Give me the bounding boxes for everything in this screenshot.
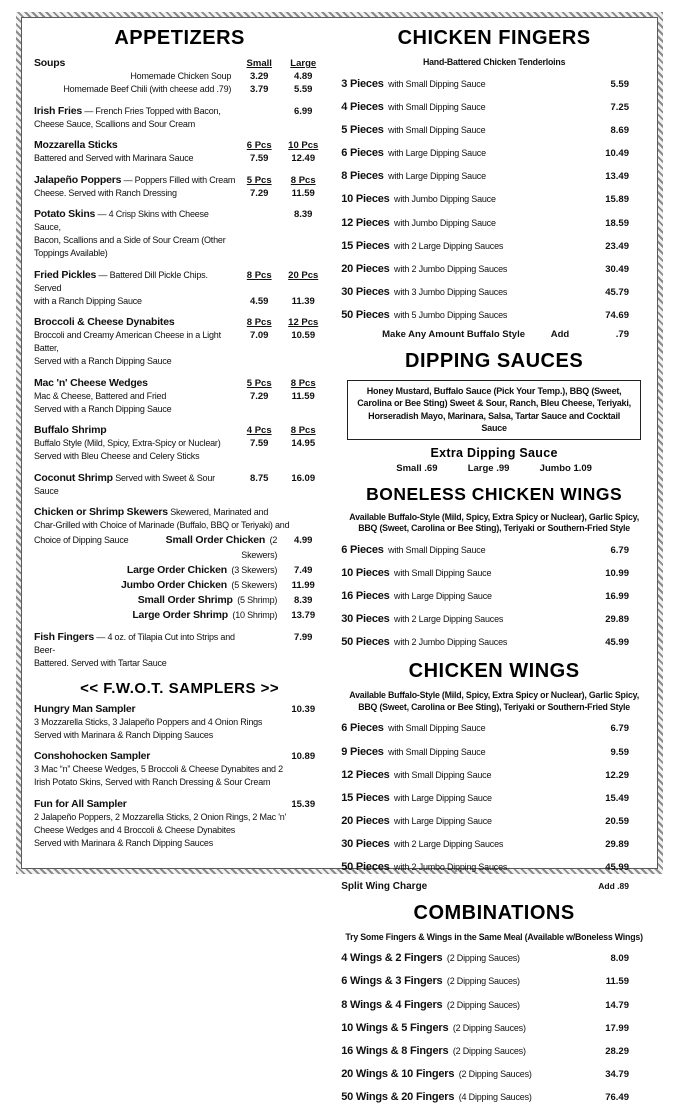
row-desc: with 2 Large Dipping Sauces bbox=[394, 240, 504, 251]
row-qty: 8 Pieces bbox=[341, 170, 384, 183]
item-desc-row bbox=[34, 437, 325, 450]
row-qty: 20 Pieces bbox=[341, 263, 390, 275]
row-desc: with Jumbo Dipping Sauce bbox=[394, 217, 496, 228]
menu-row bbox=[341, 788, 647, 806]
order-price: 7.49 bbox=[293, 565, 313, 576]
sampler-desc-line: Cheese Wedges and 4 Broccoli & Cheese Dynabites bbox=[34, 824, 236, 835]
menu-row bbox=[341, 540, 647, 558]
boneless-wings-rows bbox=[341, 540, 647, 651]
price-col-1: 4 Pcs bbox=[246, 425, 272, 436]
price-col-2: 20 Pcs bbox=[288, 269, 319, 281]
price-2: 12.49 bbox=[291, 153, 316, 164]
row-desc: with Large Dipping Sauce bbox=[388, 148, 486, 159]
order-name: Jumbo Order Chicken bbox=[121, 579, 227, 591]
menu-row bbox=[341, 811, 647, 829]
soup-row bbox=[34, 70, 325, 83]
section-title-boneless-wings: BONELESS CHICKEN WINGS bbox=[366, 483, 623, 504]
price-col-1: 5 Pcs bbox=[246, 377, 272, 389]
order-name: Large Order Chicken bbox=[126, 564, 227, 576]
row-price: 20.59 bbox=[605, 816, 629, 828]
row-qty: 20 Pieces bbox=[341, 815, 390, 828]
row-qty: 50 Pieces bbox=[341, 861, 390, 874]
chicken-wings-subtitle: Available Buffalo-Style (Mild, Spicy, Extra Spicy or Nuclear), Garlic Spicy, BBQ (Sweet, Carolina or Bee Sting), Teriyaki or Southern-Fried Style bbox=[349, 690, 639, 712]
menu-content bbox=[21, 17, 658, 1104]
price-2: 11.39 bbox=[291, 295, 315, 307]
row-qty: 10 Pieces bbox=[341, 193, 390, 206]
price-col-1: 5 Pcs bbox=[246, 174, 272, 186]
row-price: 11.59 bbox=[605, 976, 629, 988]
menu-row bbox=[341, 282, 647, 300]
row-qty: 10 Wings & 5 Fingers bbox=[341, 1021, 449, 1034]
skewer-order-row bbox=[34, 562, 325, 577]
row-qty: 12 Pieces bbox=[341, 216, 390, 229]
row-qty: 6 Pieces bbox=[341, 722, 384, 735]
price-col-2: 6.99 bbox=[293, 105, 313, 117]
right-column bbox=[341, 25, 647, 1104]
menu-row bbox=[341, 166, 647, 184]
menu-row bbox=[341, 213, 647, 231]
combinations-subtitle: Try Some Fingers & Wings in the Same Meal (Available w/Boneless Wings) bbox=[345, 931, 643, 942]
menu-row bbox=[341, 97, 647, 115]
sampler-item bbox=[34, 798, 325, 850]
menu-item bbox=[34, 139, 325, 165]
item-desc-cont: Served with a Ranch Dipping Sauce bbox=[34, 356, 172, 366]
sampler-desc bbox=[34, 763, 325, 789]
row-price: 45.99 bbox=[605, 637, 629, 649]
item-header-row bbox=[34, 377, 325, 390]
note-price: .79 bbox=[615, 328, 629, 340]
section-title-appetizers: APPETIZERS bbox=[114, 27, 245, 49]
item-header-row bbox=[34, 57, 325, 70]
item-inline-desc: — Poppers Filled with Cream bbox=[123, 174, 236, 185]
item-name: Potato Skins bbox=[34, 208, 96, 220]
row-desc: with 2 Jumbo Dipping Sauces bbox=[394, 637, 508, 648]
row-price: 74.69 bbox=[605, 310, 629, 322]
row-desc: with Small Dipping Sauce bbox=[388, 544, 486, 555]
row-price: 29.89 bbox=[605, 614, 629, 626]
row-desc: with 2 Large Dipping Sauces bbox=[394, 614, 504, 625]
section-title-chicken-fingers: CHICKEN FINGERS bbox=[397, 27, 591, 49]
row-desc: (2 Dipping Sauces) bbox=[446, 976, 520, 987]
item-desc-row-2 bbox=[34, 403, 325, 416]
row-qty: 20 Wings & 10 Fingers bbox=[341, 1068, 455, 1081]
row-price: 6.79 bbox=[610, 544, 629, 556]
soup-row bbox=[34, 83, 325, 96]
row-price: 15.89 bbox=[605, 194, 629, 206]
menu-row bbox=[341, 236, 647, 254]
menu-row bbox=[341, 971, 647, 989]
row-desc: (2 Dipping Sauces) bbox=[446, 953, 520, 964]
row-price: 28.29 bbox=[605, 1045, 629, 1057]
extra-sauce-price: Jumbo 1.09 bbox=[539, 462, 592, 474]
item-desc-cont: Served with Bleu Cheese and Celery Sticks bbox=[34, 451, 200, 461]
row-price: 10.49 bbox=[605, 148, 629, 160]
price-1: 7.59 bbox=[249, 438, 269, 449]
menu-row bbox=[341, 632, 647, 650]
sampler-name: Fun for All Sampler bbox=[34, 797, 127, 810]
price-col-2: 16.09 bbox=[291, 472, 316, 484]
price-large: 5.59 bbox=[293, 84, 313, 95]
price-col-2: 8 Pcs bbox=[290, 377, 316, 389]
row-price: 45.79 bbox=[605, 287, 629, 299]
skewer-order-row bbox=[34, 577, 325, 592]
row-price: 7.25 bbox=[610, 101, 629, 113]
row-price: 8.69 bbox=[610, 124, 629, 136]
row-desc: (2 Dipping Sauces) bbox=[452, 1022, 526, 1033]
row-desc: with Large Dipping Sauce bbox=[394, 816, 492, 827]
row-desc: with 2 Jumbo Dipping Sauces bbox=[394, 862, 508, 873]
row-price: 15.49 bbox=[605, 792, 629, 804]
menu-item bbox=[34, 316, 325, 368]
split-wing-charge-row bbox=[341, 881, 647, 892]
price-large: 4.89 bbox=[293, 71, 313, 82]
row-price: 18.59 bbox=[605, 217, 629, 229]
item-header-row bbox=[34, 208, 325, 234]
item-desc-cont: Served with a Ranch Dipping Sauce bbox=[34, 403, 172, 414]
dipping-sauces-list: Honey Mustard, Buffalo Sauce (Pick Your Temp.), BBQ (Sweet, Carolina or Bee Sting) Sweet & Sour, Ranch, Bleu Cheese, Teriyaki, Horseradish Mayo, Marinara, Salsa, Tartar Sauce and Cocktail Sauce bbox=[347, 380, 641, 440]
combinations-rows bbox=[341, 948, 647, 1105]
sampler-item bbox=[34, 750, 325, 789]
item-header-row bbox=[34, 472, 325, 498]
row-qty: 6 Pieces bbox=[341, 543, 384, 556]
split-wing-label: Split Wing Charge bbox=[341, 880, 428, 892]
section-title-chicken-wings: CHICKEN WINGS bbox=[408, 660, 580, 683]
item-header-row bbox=[34, 105, 325, 118]
sampler-desc bbox=[34, 811, 325, 850]
menu-item bbox=[34, 105, 325, 131]
item-name: Broccoli & Cheese Dynabites bbox=[34, 316, 175, 328]
sampler-desc-line: Irish Potato Skins, Served with Ranch Dressing & Sour Cream bbox=[34, 777, 271, 787]
row-desc: with Large Dipping Sauce bbox=[388, 171, 486, 182]
row-desc: with Large Dipping Sauce bbox=[394, 590, 492, 601]
row-price: 34.79 bbox=[605, 1069, 629, 1081]
skewer-order-row bbox=[34, 592, 325, 607]
row-price: 13.49 bbox=[605, 171, 629, 183]
row-qty: 10 Pieces bbox=[341, 566, 390, 579]
note-text: Make Any Amount Buffalo Style bbox=[382, 328, 525, 340]
item-desc-row bbox=[34, 390, 325, 403]
price-2: 10.59 bbox=[291, 330, 316, 341]
menu-row bbox=[341, 259, 647, 277]
menu-row bbox=[341, 948, 647, 966]
sampler-name: Conshohocken Sampler bbox=[34, 750, 151, 762]
skewer-order-row bbox=[34, 532, 325, 562]
chicken-fingers-rows bbox=[341, 74, 647, 324]
price-col-1: 8 Pcs bbox=[246, 269, 272, 281]
menu-item bbox=[34, 174, 325, 200]
chicken-wings-rows bbox=[341, 718, 647, 875]
sampler-item bbox=[34, 703, 325, 742]
row-qty: 4 Pieces bbox=[341, 100, 384, 113]
price-col-2: 8.39 bbox=[293, 209, 313, 220]
sampler-price: 10.39 bbox=[291, 703, 316, 715]
row-qty: 16 Wings & 8 Fingers bbox=[341, 1044, 449, 1057]
item-inline-desc: — French Fries Topped with Bacon, bbox=[84, 105, 221, 116]
row-desc: (2 Dipping Sauces) bbox=[446, 999, 520, 1010]
menu-row bbox=[341, 563, 647, 581]
menu-row bbox=[341, 586, 647, 604]
menu-row bbox=[341, 189, 647, 207]
menu-item bbox=[34, 208, 325, 260]
row-price: 8.09 bbox=[610, 953, 629, 965]
order-price: 4.99 bbox=[293, 535, 313, 546]
row-price: 17.99 bbox=[605, 1022, 629, 1034]
menu-item-skewers: Chicken or Shrimp Skewers Skewered, Marinated and Char-Grilled with Choice of Marinade (Buffalo, BBQ or Teriyaki) and Choice of Dipping Sauce Small Order Chicken (2 Skewers) 4.99 Large Order Chicken (3 Skewers) 7.49 Jumbo Order Chicken (5 Skewers) 11.99 Small Order Shrimp (5 Shrimp) 8.39 Large Order Shrimp (10 Shrimp) 13.79 bbox=[34, 506, 325, 622]
soup-label: Homemade Beef Chili (with cheese add .79) bbox=[63, 84, 232, 94]
sampler-price: 10.89 bbox=[291, 751, 316, 762]
sampler-desc-line: Served with Marinara & Ranch Dipping Sauces bbox=[34, 837, 213, 848]
price-2: 14.95 bbox=[291, 438, 316, 449]
price-small: 3.79 bbox=[249, 84, 269, 95]
skewers-desc: Char-Grilled with Choice of Marinade (Buffalo, BBQ or Teriyaki) and bbox=[34, 520, 290, 530]
price-col-2: 12 Pcs bbox=[288, 317, 319, 328]
boneless-wings-subtitle: Available Buffalo-Style (Mild, Spicy, Extra Spicy or Nuclear), Garlic Spicy, BBQ (Sweet, Carolina or Bee Sting), Teriyaki or Southern-Fried Style bbox=[349, 511, 639, 534]
row-price: 16.99 bbox=[605, 590, 629, 602]
item-desc-row-2 bbox=[34, 247, 325, 260]
row-desc: (4 Dipping Sauces) bbox=[458, 1092, 532, 1103]
item-name: Irish Fries bbox=[34, 104, 82, 117]
item-desc-row bbox=[34, 329, 325, 355]
row-qty: 50 Pieces bbox=[341, 309, 390, 322]
extra-sauce-prices bbox=[396, 463, 592, 474]
row-price: 10.99 bbox=[605, 567, 629, 579]
extra-sauce-price: Large .99 bbox=[467, 462, 510, 474]
row-qty: 12 Pieces bbox=[341, 768, 390, 781]
row-qty: 50 Pieces bbox=[341, 636, 390, 649]
row-desc: with 2 Jumbo Dipping Sauces bbox=[394, 264, 508, 274]
price-col-2: 8 Pcs bbox=[290, 425, 316, 436]
row-desc: (2 Dipping Sauces) bbox=[458, 1069, 532, 1080]
item-desc: Mac & Cheese, Battered and Fried bbox=[34, 390, 167, 401]
item-inline-desc: Served with Sweet & Sour Sauce bbox=[34, 472, 215, 496]
item-desc-row bbox=[34, 295, 325, 308]
price-1: 7.29 bbox=[249, 187, 269, 199]
row-desc: with Small Dipping Sauce bbox=[388, 101, 486, 112]
item-desc-cont: Toppings Available) bbox=[34, 248, 108, 258]
menu-row bbox=[341, 143, 647, 161]
order-name: Small Order Shrimp bbox=[137, 594, 233, 606]
menu-item bbox=[34, 377, 325, 416]
item-header-row bbox=[34, 316, 325, 329]
sampler-price: 15.39 bbox=[291, 798, 316, 810]
row-price: 45.99 bbox=[605, 862, 629, 874]
item-desc: Bacon, Scallions and a Side of Sour Cream (Other bbox=[34, 235, 226, 245]
row-desc: with Small Dipping Sauce bbox=[394, 769, 492, 780]
item-name: Mac 'n' Cheese Wedges bbox=[34, 376, 148, 389]
price-1: 7.09 bbox=[249, 330, 269, 341]
row-price: 9.59 bbox=[610, 746, 629, 758]
section-title-combinations: COMBINATIONS bbox=[413, 901, 575, 924]
price-1: 7.59 bbox=[249, 153, 269, 164]
item-desc: Cheese. Served with Ranch Dressing bbox=[34, 187, 177, 198]
menu-row bbox=[341, 1041, 647, 1059]
row-price: 76.49 bbox=[605, 1092, 629, 1104]
skewer-order-row bbox=[34, 607, 325, 622]
item-desc: Buffalo Style (Mild, Spicy, Extra-Spicy or Nuclear) bbox=[34, 438, 221, 448]
menu-item: Fish Fingers — 4 oz. of Tilapia Cut into Strips and Beer- 7.99 Battered. Served with Tartar Sauce bbox=[34, 630, 313, 668]
chicken-fingers-subtitle: Hand-Battered Chicken Tenderloins bbox=[422, 57, 566, 67]
item-inline-desc: — 4 Crisp Skins with Cheese Sauce, bbox=[34, 209, 209, 232]
extra-dipping-sauce-title: Extra Dipping Sauce bbox=[430, 445, 558, 460]
order-name: Large Order Shrimp bbox=[132, 609, 228, 621]
item-name: Jalapeño Poppers bbox=[34, 173, 122, 186]
order-name: Small Order Chicken bbox=[165, 534, 266, 546]
item-desc-row-2 bbox=[34, 355, 325, 368]
note-add-label: Add bbox=[550, 328, 570, 340]
row-desc: with 3 Jumbo Dipping Sauces bbox=[394, 287, 508, 298]
menu-item bbox=[34, 424, 325, 463]
price-1: 7.29 bbox=[249, 390, 269, 402]
row-desc: with Small Dipping Sauce bbox=[388, 78, 486, 89]
menu-row bbox=[341, 1087, 647, 1105]
left-column bbox=[34, 25, 325, 862]
sampler-desc bbox=[34, 716, 325, 742]
row-qty: 8 Wings & 4 Fingers bbox=[341, 998, 443, 1011]
row-desc: with Small Dipping Sauce bbox=[388, 723, 486, 734]
row-price: 29.89 bbox=[605, 839, 629, 851]
menu-row bbox=[341, 305, 647, 323]
price-col-2: 8 Pcs bbox=[290, 174, 316, 186]
price-col-2: 10 Pcs bbox=[288, 140, 319, 151]
extra-sauce-price: Small .69 bbox=[396, 462, 438, 474]
item-header-row bbox=[34, 269, 325, 295]
price-col-1: 8.75 bbox=[249, 472, 269, 484]
row-qty: 30 Pieces bbox=[341, 838, 390, 851]
item-desc: with a Ranch Dipping Sauce bbox=[34, 295, 142, 306]
menu-item bbox=[34, 269, 325, 308]
order-price: 13.79 bbox=[291, 610, 316, 621]
menu-row bbox=[341, 1018, 647, 1036]
row-qty: 16 Pieces bbox=[341, 589, 390, 602]
row-price: 30.49 bbox=[605, 264, 629, 275]
item-desc-row bbox=[34, 234, 325, 247]
price-col-header-1: Small bbox=[246, 58, 272, 69]
price-2: 11.59 bbox=[291, 187, 315, 199]
menu-row bbox=[341, 765, 647, 783]
order-qty: (5 Skewers) bbox=[231, 580, 278, 590]
order-prefix: Choice of Dipping Sauce bbox=[34, 535, 129, 545]
row-qty: 30 Pieces bbox=[341, 286, 390, 299]
order-qty: (3 Skewers) bbox=[231, 565, 278, 575]
sampler-name: Hungry Man Sampler bbox=[34, 702, 136, 715]
price-col-header-2: Large bbox=[290, 58, 317, 69]
price-2: 11.59 bbox=[291, 390, 315, 402]
item-name: Fish Fingers bbox=[34, 630, 95, 643]
price-col-1: 8 Pcs bbox=[246, 317, 272, 328]
row-qty: 6 Pieces bbox=[341, 147, 384, 160]
item-desc: Broccoli and Creamy American Cheese in a Light Batter, bbox=[34, 330, 221, 353]
item-name: Buffalo Shrimp bbox=[34, 424, 107, 436]
menu-row bbox=[341, 742, 647, 760]
soup-label: Homemade Chicken Soup bbox=[130, 71, 232, 81]
price-col-1: 6 Pcs bbox=[246, 140, 272, 151]
row-price: 5.59 bbox=[610, 78, 629, 90]
menu-row bbox=[341, 834, 647, 852]
menu-row bbox=[341, 74, 647, 92]
price-small: 3.29 bbox=[249, 71, 269, 82]
order-price: 11.99 bbox=[291, 580, 315, 591]
item-header-row bbox=[34, 424, 325, 437]
order-qty: (5 Shrimp) bbox=[237, 595, 278, 605]
row-price: 14.79 bbox=[605, 999, 629, 1011]
price-1: 4.59 bbox=[249, 295, 269, 307]
split-wing-price: Add .89 bbox=[598, 880, 629, 891]
row-desc: with Small Dipping Sauce bbox=[394, 567, 492, 578]
row-qty: 3 Pieces bbox=[341, 77, 384, 90]
item-desc: Cheese Sauce, Scallions and Sour Cream bbox=[34, 118, 195, 129]
menu-row bbox=[341, 120, 647, 138]
section-title-dipping-sauces: DIPPING SAUCES bbox=[405, 349, 584, 372]
appetizer-list-2 bbox=[34, 631, 325, 670]
row-qty: 15 Pieces bbox=[341, 791, 390, 804]
item-name: Coconut Shrimp bbox=[34, 471, 113, 484]
item-desc-row bbox=[34, 118, 325, 131]
row-desc: with Jumbo Dipping Sauce bbox=[394, 194, 496, 205]
row-price: 6.79 bbox=[610, 723, 629, 735]
item-inline-desc: — Battered Dill Pickle Chips. Served bbox=[34, 269, 208, 293]
item-name: Mozzarella Sticks bbox=[34, 139, 118, 151]
item-desc-row bbox=[34, 187, 325, 200]
row-qty: 5 Pieces bbox=[341, 123, 384, 136]
order-price: 8.39 bbox=[293, 595, 313, 606]
skewer-orders bbox=[34, 532, 325, 622]
sampler-list bbox=[34, 703, 325, 850]
row-qty: 30 Pieces bbox=[341, 613, 390, 626]
row-desc: with 5 Jumbo Dipping Sauces bbox=[394, 310, 508, 321]
item-desc-row bbox=[34, 152, 325, 165]
row-qty: 15 Pieces bbox=[341, 239, 390, 252]
menu-item bbox=[34, 472, 325, 498]
sampler-desc-line: 3 Mac “n” Cheese Wedges, 5 Broccoli & Cheese Dynabites and 2 bbox=[34, 764, 283, 774]
row-price: 23.49 bbox=[605, 240, 629, 252]
menu-row bbox=[341, 1064, 647, 1082]
item-name: Soups bbox=[34, 57, 66, 69]
menu-row bbox=[341, 718, 647, 736]
item-header-row bbox=[34, 174, 325, 187]
sampler-desc-line: 3 Mozzarella Sticks, 3 Jalapeño Poppers and 4 Onion Rings bbox=[34, 716, 263, 727]
item-name: Chicken or Shrimp Skewers bbox=[34, 506, 168, 518]
row-price: 12.29 bbox=[605, 769, 629, 781]
row-desc: with Small Dipping Sauce bbox=[388, 746, 486, 757]
row-qty: 6 Wings & 3 Fingers bbox=[341, 975, 443, 988]
decorative-page-frame bbox=[16, 12, 663, 1104]
item-name: Fried Pickles bbox=[34, 268, 97, 281]
buffalo-style-note bbox=[341, 329, 647, 340]
sampler-desc-line: Served with Marinara & Ranch Dipping Sauces bbox=[34, 729, 213, 740]
section-title-samplers: << F.W.O.T. SAMPLERS >> bbox=[80, 679, 280, 697]
soups-rows bbox=[34, 70, 325, 96]
order-qty: (10 Shrimp) bbox=[232, 610, 278, 620]
sampler-desc-line: 2 Jalapeño Poppers, 2 Mozzarella Sticks, 2 Onion Rings, 2 Mac 'n' bbox=[34, 811, 287, 822]
appetizer-list bbox=[34, 105, 325, 498]
row-desc: with 2 Large Dipping Sauces bbox=[394, 839, 504, 850]
menu-row bbox=[341, 995, 647, 1013]
item-desc-row-2 bbox=[34, 450, 325, 463]
menu-item-soups bbox=[34, 57, 325, 96]
row-desc: with Small Dipping Sauce bbox=[388, 124, 486, 135]
row-desc: with Large Dipping Sauce bbox=[394, 792, 492, 803]
order-qty: (2 Skewers) bbox=[241, 535, 278, 560]
menu-row bbox=[341, 609, 647, 627]
menu-row bbox=[341, 857, 647, 875]
row-desc: (2 Dipping Sauces) bbox=[452, 1045, 526, 1056]
item-desc: Battered and Served with Marinara Sauce bbox=[34, 153, 194, 163]
item-header-row bbox=[34, 139, 325, 152]
row-qty: 50 Wings & 20 Fingers bbox=[341, 1091, 455, 1104]
row-qty: 4 Wings & 2 Fingers bbox=[341, 952, 443, 965]
row-qty: 9 Pieces bbox=[341, 745, 384, 758]
